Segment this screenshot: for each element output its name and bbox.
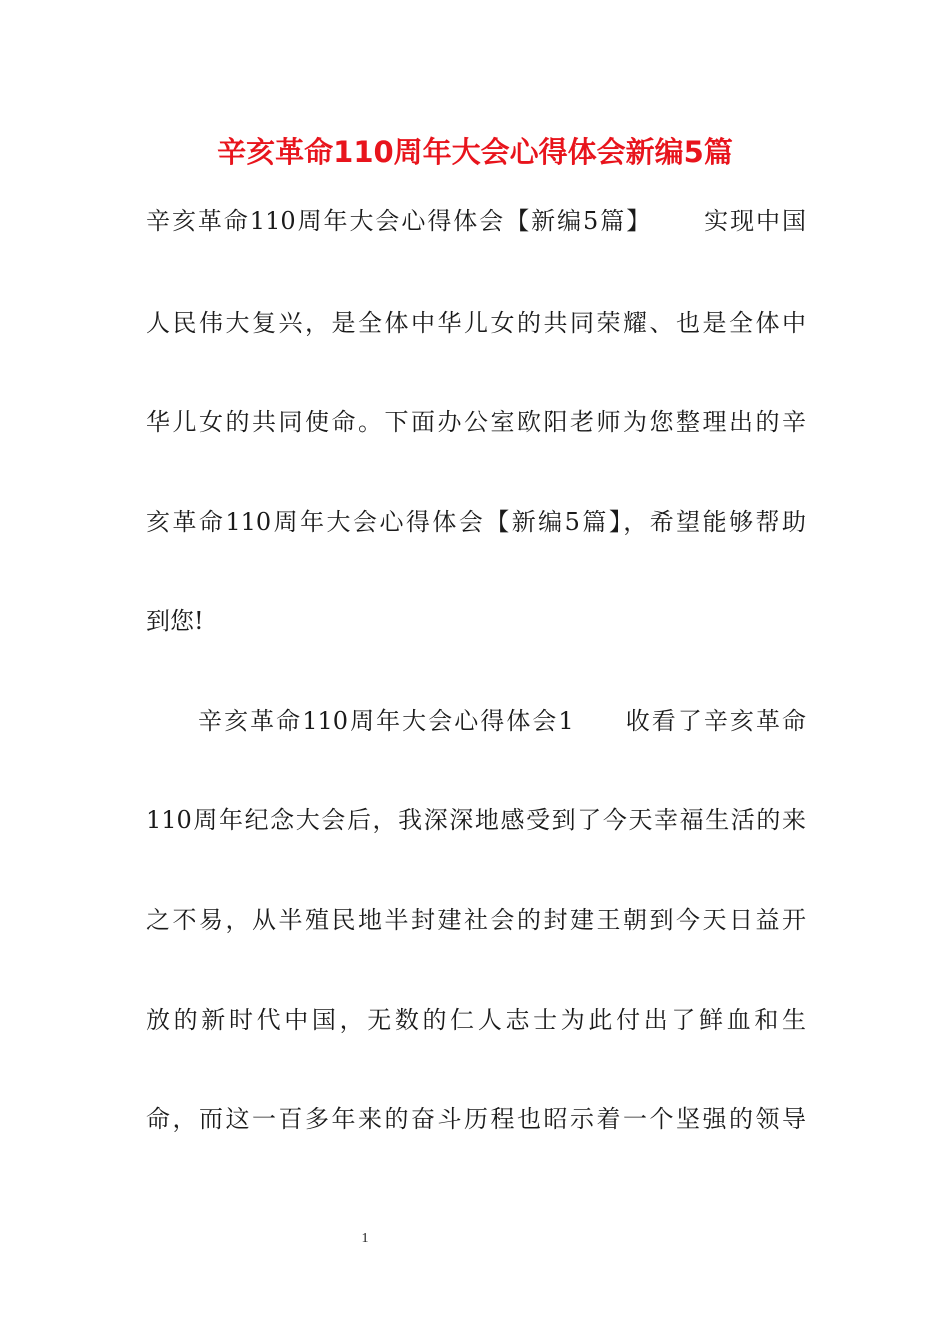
paragraph-line: 到您! [146,607,204,635]
line-segment: 收看了辛亥革命 [623,707,806,735]
paragraph-line: 命，而这一百多年来的奋斗历程也昭示着一个坚强的领导 [146,1105,806,1133]
line-segment: 实现中国 [702,207,806,235]
paragraph-line [146,705,806,737]
paragraph-line: 华儿女的共同使命。下面办公室欧阳老师为您整理出的辛 [146,408,806,436]
paragraph-line: 之不易，从半殖民地半封建社会的封建王朝到今天日益开 [146,906,806,934]
paragraph-line: 110周年纪念大会后，我深深地感受到了今天幸福生活的来 [146,806,806,834]
line-segment: 辛亥革命110周年大会心得体会【新编5篇】 [146,207,653,235]
paragraph-line: 亥革命110周年大会心得体会【新编5篇】，希望能够帮助 [146,508,806,536]
paragraph-line: 放的新时代中国，无数的仁人志士为此付出了鲜血和生 [146,1006,806,1034]
line-segment: 辛亥革命110周年大会心得体会1 [196,707,574,735]
paragraph-line [146,205,806,237]
paragraph-line: 人民伟大复兴，是全体中华儿女的共同荣耀、也是全体中 [146,309,806,337]
page-number: 1 [361,1231,369,1246]
document-title: 辛亥革命110周年大会心得体会新编5篇 [217,135,733,169]
